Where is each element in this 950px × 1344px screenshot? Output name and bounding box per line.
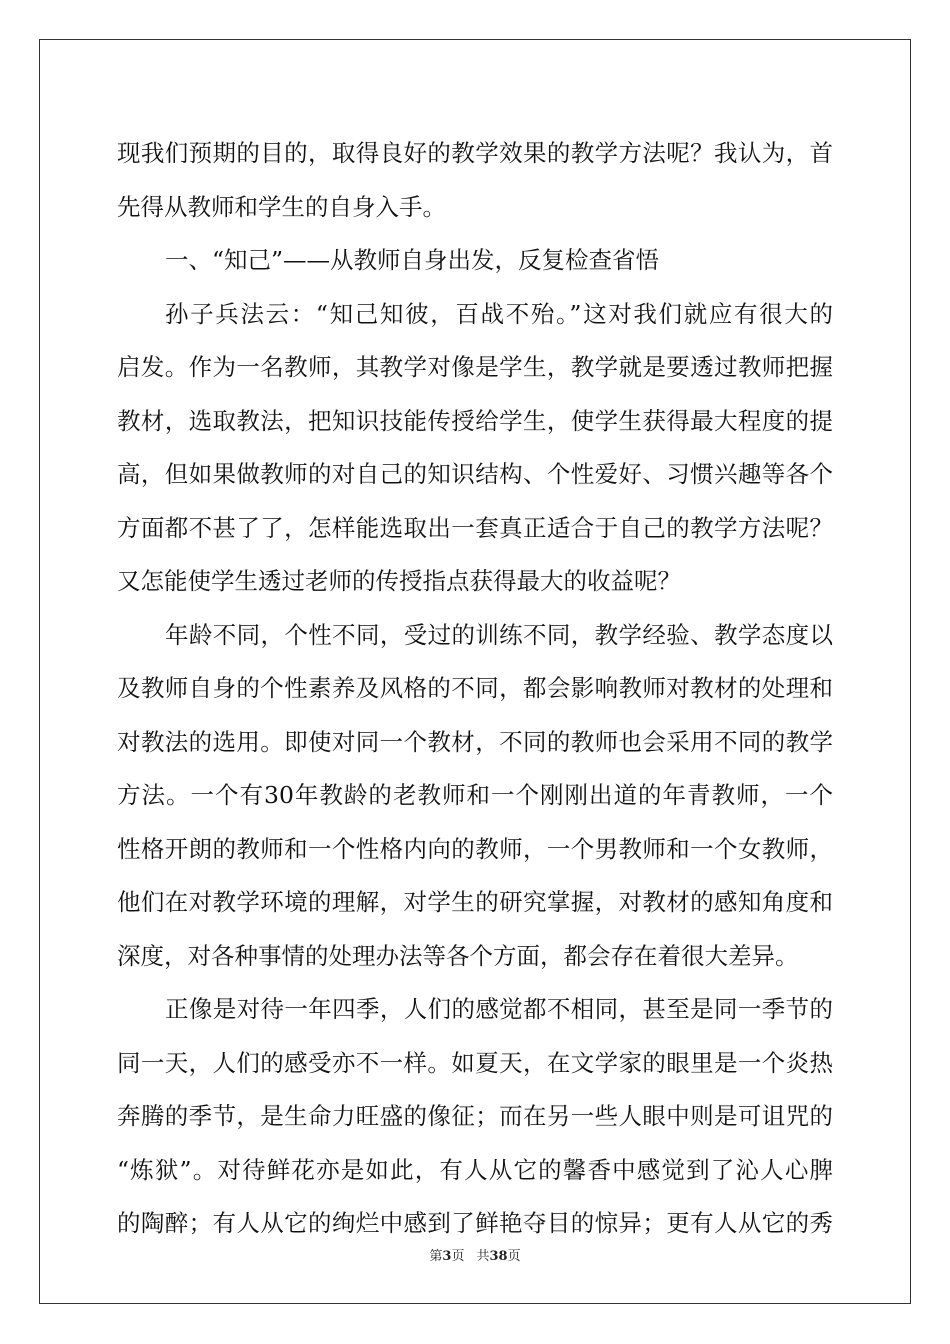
text-line: 高，但如果做教师的对自己的知识结构、个性爱好、习惯兴趣等各个 [117,460,833,488]
page-prefix: 第 [429,1249,443,1264]
text-line: 性格开朗的教师和一个性格内向的教师，一个男教师和一个女教师， [117,834,833,863]
text-line: 对教法的选用。即使对同一个教材，不同的教师也会采用不同的教学 [117,727,833,756]
document-body [117,127,833,1251]
current-page-number: 3 [442,1249,452,1264]
text-line: 他们在对教学环境的理解，对学生的研究掌握，对教材的感知角度和 [117,888,833,916]
total-unit: 页 [507,1249,521,1264]
text-line: 教材，选取教法，把知识技能传授给学生，使学生获得最大程度的提 [117,406,833,435]
page-footer [0,1245,950,1264]
text-line: 及教师自身的个性素养及风格的不同，都会影响教师对教材的处理和 [117,674,833,702]
text-line: “炼狱”。对待鲜花亦是如此，有人从它的馨香中感觉到了沁人心脾 [117,1155,833,1184]
total-prefix: 共 [476,1249,490,1264]
text-line: 奔腾的季节，是生命力旺盛的像征；而在另一些人眼中则是可诅咒的 [117,1102,833,1130]
text-line: 现我们预期的目的，取得良好的教学效果的教学方法呢？我认为，首 [117,139,833,167]
text-line: 同一天，人们的感受亦不一样。如夏天，在文学家的眼里是一个炎热 [117,1048,833,1077]
text-line: 孙子兵法云：“知己知彼，百战不殆。”这对我们就应有很大的 [165,299,833,328]
total-page-number: 38 [489,1249,508,1264]
text-line: 启发。作为一名教师，其教学对像是学生，教学就是要透过教师把握 [117,353,833,381]
text-line: 先得从教师和学生的自身入手。 [117,192,446,221]
text-line: 方法。一个有30年教龄的老教师和一个刚刚出道的年青教师，一个 [117,781,833,809]
text-line: 深度，对各种事情的处理办法等各个方面，都会存在着很大差异。 [117,941,799,970]
text-line: 的陶醉；有人从它的绚烂中感到了鲜艳夺目的惊异；更有人从它的秀 [117,1209,833,1237]
section-heading: 一、“知己”——从教师自身出发，反复检查省悟 [165,246,660,274]
page-unit: 页 [451,1249,465,1264]
text-line: 方面都不甚了了，怎样能选取出一套真正适合于自己的教学方法呢？ [117,513,833,542]
text-line: 年龄不同，个性不同，受过的训练不同，教学经验、教学态度以 [165,620,833,649]
text-line: 正像是对待一年四季，人们的感觉都不相同，甚至是同一季节的 [165,995,833,1023]
text-line: 又怎能使学生透过老师的传授指点获得最大的收益呢？ [117,567,681,595]
